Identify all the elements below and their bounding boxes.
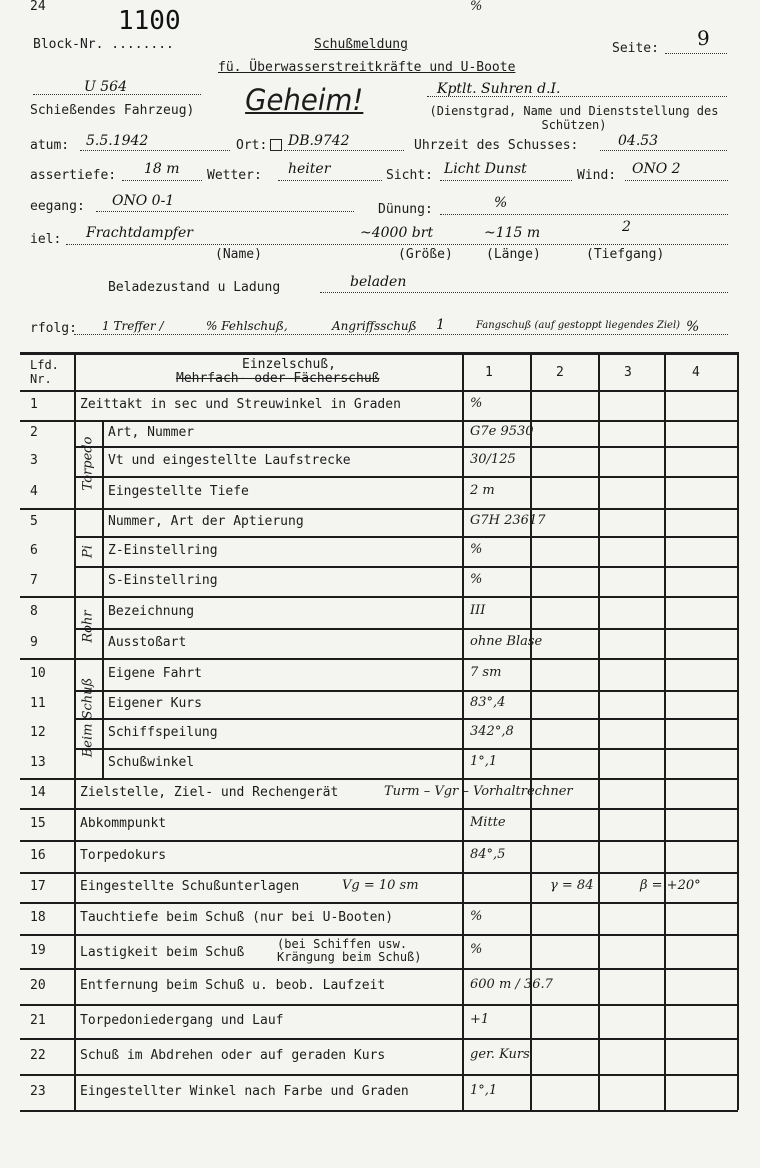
table-row-nr: 15 <box>30 816 46 831</box>
table-row-label: Eingestellter Winkel nach Farbe und Graden <box>80 1084 409 1099</box>
loading-value: beladen <box>350 274 407 290</box>
table-row-nr: 16 <box>30 848 46 863</box>
table-row-label: Eingestellte Schußunterlagen <box>80 879 300 894</box>
table-row-nr: 4 <box>30 484 38 499</box>
weather-label: Wetter: <box>207 168 262 183</box>
target-sub-length: (Länge) <box>486 247 541 262</box>
time-label: Uhrzeit des Schusses: <box>414 138 579 153</box>
table-cell-col1: 2 m <box>470 483 495 498</box>
table-row-line <box>74 508 738 510</box>
result-attack-value: 1 <box>436 317 445 333</box>
page-label: Seite: <box>612 41 659 56</box>
table-row-line <box>74 658 738 660</box>
result-coup-value: % <box>686 319 700 335</box>
table-row-nr: 12 <box>30 725 46 740</box>
table-row-nr: 13 <box>30 755 46 770</box>
table-head-col-3: 3 <box>624 365 632 380</box>
table-group-line <box>20 658 74 660</box>
table-cell-col1: 83°,4 <box>470 695 506 710</box>
seastate-label: eegang: <box>30 199 85 214</box>
table-row-nr: 3 <box>30 453 38 468</box>
table-head-title: Einzelschuß, <box>242 357 336 372</box>
table-row-label: Eigener Kurs <box>108 696 202 711</box>
table-row-nr: 11 <box>30 696 46 711</box>
table-group-line <box>20 778 74 780</box>
table-cell-col1: 30/125 <box>470 452 516 467</box>
table-row-line <box>20 808 738 810</box>
date-value: 5.5.1942 <box>86 133 149 149</box>
table-row-line <box>20 840 738 842</box>
result-hits: 1 Treffer / <box>102 319 164 333</box>
table-row-line <box>20 778 738 780</box>
target-name: Frachtdampfer <box>86 225 193 241</box>
table-row-line <box>20 934 738 936</box>
table-cell-col1: % <box>470 572 483 587</box>
swell-dotline <box>440 214 728 215</box>
target-draught: 2 <box>622 219 631 235</box>
place-label: Ort: <box>236 138 268 153</box>
table-row-line <box>74 628 738 630</box>
table-cell-col1: 1°,1 <box>470 754 498 769</box>
table-col1-divider <box>462 352 464 1110</box>
group-label-rohr: Rohr <box>80 610 96 643</box>
table-row-nr: 1 <box>30 397 38 412</box>
table-row-line <box>20 1004 738 1006</box>
block-number-label: Block-Nr. ........ <box>33 37 174 52</box>
table-row-line <box>74 566 738 568</box>
table-head-title-struck: Mehrfach- oder Fächerschuß <box>176 371 380 386</box>
table-row-line <box>74 596 738 598</box>
table-cell-col1: G7e 9530 <box>470 424 534 439</box>
table-cell-col1: % <box>470 396 483 411</box>
result-label: rfolg: <box>30 321 77 336</box>
table-cell-col1: +1 <box>470 1012 490 1027</box>
table-col-divider <box>664 352 666 1110</box>
table-row-nr: 10 <box>30 666 46 681</box>
table-row-line <box>20 872 738 874</box>
table-row-label: Zeittakt in sec und Streuwinkel in Graden <box>80 397 401 412</box>
table-row-label: Abkommpunkt <box>80 816 167 831</box>
form-title: Schußmeldung <box>314 37 408 52</box>
table-cell-col1: % <box>470 942 483 957</box>
table-row-label: Torpedoniedergang und Lauf <box>80 1013 284 1028</box>
date-dotline <box>80 150 230 151</box>
table-row-line <box>74 446 738 448</box>
table-row-label: Lastigkeit beim Schuß <box>80 945 245 960</box>
group-label-pi: Pi <box>80 545 96 558</box>
table-head-col-1: 1 <box>485 365 493 380</box>
seastate-value: ONO 0-1 <box>112 193 175 209</box>
table-row-nr: 6 <box>30 543 38 558</box>
table-cell-col1: Mitte <box>470 815 506 830</box>
vessel-label: Schießendes Fahrzeug) <box>30 103 195 118</box>
table-row-nr: 5 <box>30 514 38 529</box>
table-cell-col2: γ = 84 <box>550 878 594 893</box>
table-cell-col1: 600 m / 36.7 <box>470 977 553 992</box>
seastate-dotline <box>96 211 354 212</box>
table-cell-col1: 84°,5 <box>470 847 506 862</box>
table-row-line <box>20 1038 738 1040</box>
table-group-line <box>20 596 74 598</box>
table-col-divider <box>530 352 532 1110</box>
table-row-nr: 23 <box>30 1084 46 1099</box>
table-row-nr: 2 <box>30 425 38 440</box>
table-row-line <box>20 1074 738 1076</box>
table-row-line <box>74 748 738 750</box>
table-row-nr: 18 <box>30 910 46 925</box>
loading-label: Beladezustand u Ladung <box>108 280 281 295</box>
place-value: DB.9742 <box>288 133 350 149</box>
table-row-line <box>20 902 738 904</box>
date-label: atum: <box>30 138 70 153</box>
page-dotline <box>665 53 727 54</box>
table-cell-note: Turm – Vgr – Vorhaltrechner <box>384 784 573 799</box>
wind-label: Wind: <box>577 168 617 183</box>
place-dotline <box>284 150 404 151</box>
table-row-label: Ausstoßart <box>108 635 187 650</box>
weather-value: heiter <box>288 161 331 177</box>
block-number-value: 1100 <box>118 6 181 36</box>
table-row-line <box>74 476 738 478</box>
table-row-line <box>74 536 738 538</box>
table-row-label-note: (bei Schiffen usw. Krängung beim Schuß) <box>277 937 422 964</box>
visibility-value: Licht Dunst <box>444 161 527 177</box>
shooter-name: Kptlt. Suhren d.I. <box>437 81 561 97</box>
table-head-nr: Lfd. Nr. <box>30 358 59 386</box>
table-row-label: Torpedokurs <box>80 848 167 863</box>
table-col-divider <box>598 352 600 1110</box>
visibility-dotline <box>440 180 572 181</box>
table-row-line <box>20 1110 738 1112</box>
table-cell-col1: 1°,1 <box>470 1083 498 1098</box>
target-length: ~115 m <box>484 225 541 241</box>
result-attack-label: Angriffsschuß <box>332 319 417 333</box>
table-cell-col1: ohne Blase <box>470 634 543 649</box>
table-cell-col1: G7H 23617 <box>470 513 546 528</box>
water-dotline <box>122 180 202 181</box>
wind-value: ONO 2 <box>632 161 681 177</box>
table-row-nr: 7 <box>30 573 38 588</box>
table-row-nr: 14 <box>30 785 46 800</box>
table-head-col-4: 4 <box>692 365 700 380</box>
time-value: 04.53 <box>618 133 659 149</box>
swell-label: Dünung: <box>378 202 433 217</box>
table-row-nr: 8 <box>30 604 38 619</box>
target-dotline <box>66 244 728 245</box>
vessel-number: U 564 <box>84 79 127 95</box>
table-row-label: Art, Nummer <box>108 425 195 440</box>
table-row-label: Entfernung beim Schuß u. beob. Laufzeit <box>80 978 386 993</box>
result-dotline <box>74 334 728 335</box>
table-nr-divider <box>74 352 76 1110</box>
page-number: 9 <box>697 26 710 50</box>
table-row-label: Schiffspeilung <box>108 725 218 740</box>
water-depth-label: assertiefe: <box>30 168 117 183</box>
table-row-label: S-Einstellring <box>108 573 218 588</box>
table-cell-col1: % <box>470 909 483 924</box>
target-sub-name: (Name) <box>215 247 262 262</box>
loading-dotline <box>320 292 728 293</box>
group-label-torpedo: Torpedo <box>80 436 96 491</box>
table-row-label: Zielstelle, Ziel- und Rechengerät <box>80 785 339 800</box>
water-depth-value: 18 m <box>144 161 180 177</box>
table-row-nr: 21 <box>30 1013 46 1028</box>
table-row-label: Bezeichnung <box>108 604 195 619</box>
shooter-label: (Dienstgrad, Name und Dienststellung des Schützen) <box>429 104 719 132</box>
wind-dotline <box>625 180 728 181</box>
table-row-line <box>74 420 738 422</box>
table-top-border <box>20 352 738 355</box>
table-row-nr: 19 <box>30 943 46 958</box>
table-cell-col1: 342°,8 <box>470 724 514 739</box>
table-row-label: Tauchtiefe beim Schuß (nur bei U-Booten) <box>80 910 394 925</box>
group-label-beim-schu-: Beim Schuß <box>80 677 96 758</box>
table-cell-col1: % <box>470 0 483 14</box>
table-row-nr: 20 <box>30 978 46 993</box>
weather-dotline <box>278 180 382 181</box>
table-cell-col1: % <box>470 542 483 557</box>
table-right-border <box>737 352 739 1110</box>
table-row-label: Eigene Fahrt <box>108 666 202 681</box>
result-misses: % Fehlschuß, <box>206 319 288 333</box>
table-row-label: Schußwinkel <box>108 755 195 770</box>
table-row-label: Schuß im Abdrehen oder auf geraden Kurs <box>80 1048 386 1063</box>
result-coup-label: Fangschuß (auf gestoppt liegendes Ziel) <box>476 320 681 331</box>
table-cell-col1: ger. Kurs <box>470 1047 530 1062</box>
table-head-col-2: 2 <box>556 365 564 380</box>
table-row-nr: 24 <box>30 0 46 14</box>
grid-square-icon <box>270 139 282 151</box>
table-row-line <box>74 690 738 692</box>
target-label: iel: <box>30 232 62 247</box>
swell-value: % <box>494 195 508 211</box>
table-row-label: Nummer, Art der Aptierung <box>108 514 304 529</box>
table-row-nr: 22 <box>30 1048 46 1063</box>
time-dotline <box>600 150 727 151</box>
table-row-line <box>74 718 738 720</box>
form-subtitle: fü. Überwasserstreitkräfte und U-Boote <box>218 60 516 75</box>
table-row-nr: 17 <box>30 879 46 894</box>
secret-stamp: Geheim! <box>245 83 364 117</box>
table-cell-note: Vg = 10 sm <box>342 878 419 893</box>
table-cell-col1: 7 sm <box>470 665 502 680</box>
table-row-label: Vt und eingestellte Laufstrecke <box>108 453 351 468</box>
table-group-line <box>20 508 74 510</box>
table-row-line <box>20 390 738 392</box>
target-sub-draught: (Tiefgang) <box>586 247 665 262</box>
table-cell-col3: β = +20° <box>640 878 701 893</box>
table-row-label: Eingestellte Tiefe <box>108 484 249 499</box>
table-group-line <box>20 420 74 422</box>
target-sub-size: (Größe) <box>398 247 453 262</box>
table-row-label: Z-Einstellring <box>108 543 218 558</box>
visibility-label: Sicht: <box>386 168 433 183</box>
table-group-divider <box>102 420 104 778</box>
table-cell-col1: III <box>470 603 486 618</box>
table-row-nr: 9 <box>30 635 38 650</box>
target-size: ~4000 brt <box>360 225 434 241</box>
table-row-line <box>20 968 738 970</box>
